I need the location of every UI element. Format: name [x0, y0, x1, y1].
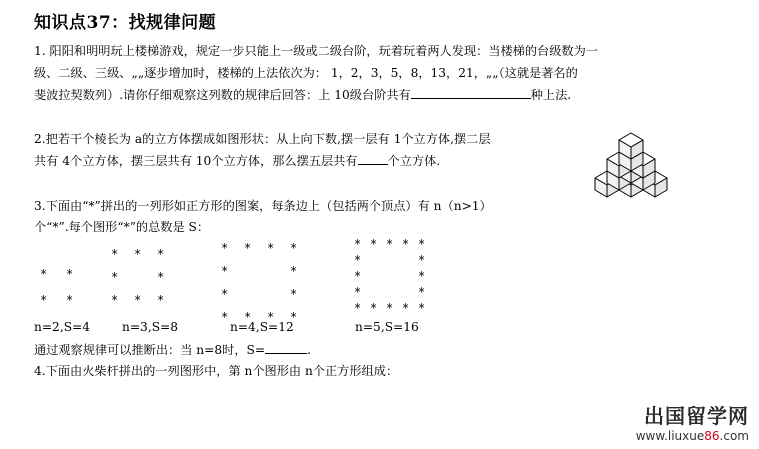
watermark-url-post: .com [719, 429, 749, 443]
watermark-url [636, 429, 749, 443]
star-mark: * [354, 269, 362, 283]
q3-label-n5: n=5,S=16 [355, 320, 419, 334]
star-mark: * [267, 241, 275, 255]
q2-line1: 2.把若干个棱长为 a的立方体摆成如图形状：从上向下数,摆一层有 1个立方体,摆二层 [34, 132, 491, 146]
star-mark: * [134, 293, 142, 307]
star-mark: * [157, 293, 165, 307]
q1-line3 [34, 86, 571, 103]
watermark-cn: 出国留学网 [644, 404, 749, 428]
q4-line1: 4.下面由火柴杆拼出的一列图形中，第 n个图形由 n个正方形组成： [34, 364, 399, 378]
q3-line2: 个“*”.每个图形“*”的总数是 S： [34, 220, 210, 234]
star-mark: * [221, 310, 229, 324]
star-mark: * [66, 293, 74, 307]
q1-answer-blank [411, 86, 531, 99]
star-mark: * [157, 270, 165, 284]
star-mark: * [418, 269, 426, 283]
cube-stack-svg [574, 110, 712, 200]
star-mark: * [370, 301, 378, 315]
star-mark: * [267, 310, 275, 324]
star-mark: * [221, 264, 229, 278]
page-title: 知识点37：找规律问题 [34, 13, 217, 33]
q3-conclusion-tail: . [307, 343, 311, 357]
q1-line3-text: 斐波拉契数列）.请你仔细观察这列数的规律后回答：上 10级台阶共有 [34, 88, 411, 102]
star-mark: * [402, 301, 410, 315]
q2-line2-tail: 个立方体. [387, 154, 441, 168]
star-mark: * [157, 247, 165, 261]
q2-line2-text: 共有 4个立方体，摆三层共有 10个立方体，那么摆五层共有 [34, 154, 358, 168]
star-mark: * [244, 241, 252, 255]
star-mark: * [40, 293, 48, 307]
cube-stack-figure [574, 110, 712, 200]
star-mark: * [354, 301, 362, 315]
star-mark: * [418, 301, 426, 315]
q2-line2 [34, 152, 440, 169]
star-mark: * [402, 237, 410, 251]
star-mark: * [386, 301, 394, 315]
star-mark: * [111, 293, 119, 307]
q3-label-n2: n=2,S=4 [34, 320, 91, 334]
star-mark: * [290, 264, 298, 278]
star-mark: * [290, 287, 298, 301]
star-mark: * [66, 267, 74, 281]
star-mark: * [354, 285, 362, 299]
star-mark: * [354, 237, 362, 251]
star-mark: * [244, 310, 252, 324]
q3-answer-blank [265, 341, 307, 354]
q3-conclusion-text: 通过观察规律可以推断出：当 n=8时，S= [34, 343, 266, 357]
star-mark: * [290, 241, 298, 255]
star-mark: * [418, 253, 426, 267]
star-mark: * [111, 247, 119, 261]
q1-line1: 1. 阳阳和明明玩上楼梯游戏，规定一步只能上一级或二级台阶，玩着玩着两人发现：当楼梯的台级数为一 [34, 44, 598, 58]
star-mark: * [386, 237, 394, 251]
q1-line2: 级、二级、三级、„„逐步增加时，楼梯的上法依次为： 1，2，3，5，8，13，21，„„（这就是著名的 [34, 66, 578, 80]
q3-conclusion [34, 341, 311, 358]
q2-answer-blank [358, 152, 388, 165]
star-mark: * [418, 237, 426, 251]
watermark-url-pre: www.liuxue [635, 429, 705, 443]
star-mark: * [221, 241, 229, 255]
star-mark: * [134, 247, 142, 261]
q3-label-n3: n=3,S=8 [122, 320, 179, 334]
q3-label-n4: n=4,S=12 [230, 320, 294, 334]
star-mark: * [418, 285, 426, 299]
star-mark: * [290, 310, 298, 324]
q3-line1: 3.下面由“*”拼出的一列形如正方形的图案，每条边上（包括两个顶点）有 n（n>1） [34, 199, 492, 213]
q1-line3-tail: 种上法. [530, 88, 572, 102]
star-mark: * [221, 287, 229, 301]
star-mark: * [111, 270, 119, 284]
star-mark: * [370, 237, 378, 251]
watermark-url-num: 86 [704, 429, 720, 443]
site-watermark [636, 400, 749, 443]
star-mark: * [354, 253, 362, 267]
star-mark: * [40, 267, 48, 281]
